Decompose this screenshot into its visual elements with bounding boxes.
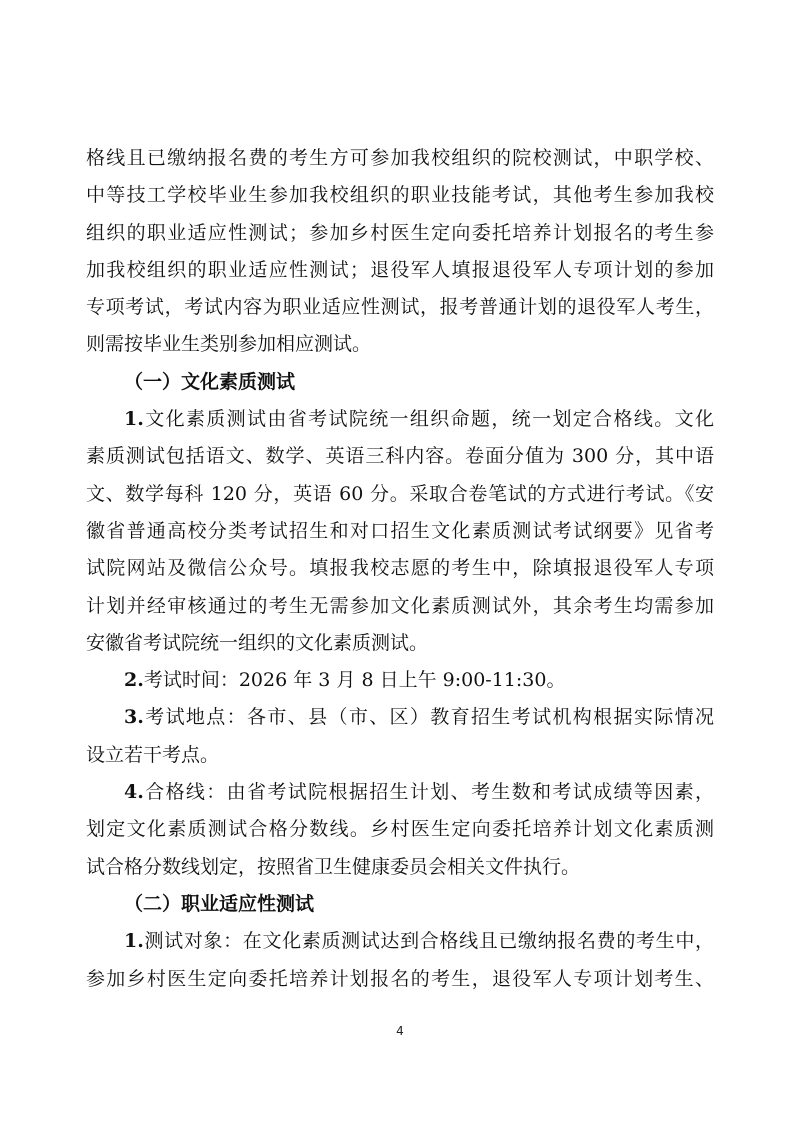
paragraph-1-line-6: 则需按毕业生类别参加相应测试。 (86, 333, 372, 356)
section-1-item-1-line-7: 安徽省考试院统一组织的文化素质测试。 (86, 631, 429, 654)
section-1-item-1-number: 1. (124, 408, 144, 431)
section-1-item-2-text: 考试时间：2026 年 3 月 8 日上午 9:00-11:30。 (143, 669, 566, 692)
paragraph-1-line-1: 格线且已缴纳报名费的考生方可参加我校组织的院校测试，中职学校、 (86, 147, 714, 169)
section-1-item-4-number: 4. (124, 781, 144, 804)
paragraph-1-line-5: 专项考试，考试内容为职业适应性测试，报考普通计划的退役军人考生， (86, 296, 714, 319)
paragraph-1-line-3: 组织的职业适应性测试；参加乡村医生定向委托培养计划报名的考生参 (86, 221, 714, 244)
section-2-item-1-line-1 (86, 923, 714, 960)
paragraph-1-line-4: 加我校组织的职业适应性测试；退役军人填报退役军人专项计划的参加 (86, 258, 714, 281)
section-1-item-1-line-6: 计划并经审核通过的考生无需参加文化素质测试外，其余考生均需参加 (86, 594, 714, 617)
section-1-item-4-line-3: 试合格分数线划定，按照省卫生健康委员会相关文件执行。 (86, 855, 581, 878)
section-1-item-1-text: 文化素质测试由省考试院统一组织命题，统一划定合格线。文化 (143, 408, 714, 431)
section-1-item-4-line-2: 划定文化素质测试合格分数线。乡村医生定向委托培养计划文化素质测 (86, 818, 714, 841)
section-1-item-4-text: 合格线：由省考试院根据招生计划、考生数和考试成绩等因素， (143, 781, 714, 804)
section-1-item-2-line-1 (86, 662, 714, 699)
section-1-item-1-line-1 (86, 401, 714, 438)
section-2-item-1-text: 测试对象：在文化素质测试达到合格线且已缴纳报名费的考生中， (143, 930, 714, 953)
section-1-item-1-line-5: 试院网站及微信公众号。填报我校志愿的考生中，除填报退役军人专项 (86, 557, 714, 580)
section-1-heading: （一）文化素质测试 (124, 370, 296, 393)
section-1-item-2-number: 2. (124, 669, 144, 692)
section-1-item-3-text: 考试地点：各市、县（市、区）教育招生考试机构根据实际情况 (143, 706, 714, 729)
section-1-item-1-line-2: 素质测试包括语文、数学、英语三科内容。卷面分值为 300 分，其中语 (86, 445, 714, 468)
page-number: 4 (396, 1024, 404, 1038)
section-2-heading: （二）职业适应性测试 (124, 892, 315, 915)
section-1-item-4-line-1 (86, 774, 714, 811)
section-2-item-1-number: 1. (124, 930, 144, 953)
section-1-item-3-number: 3. (124, 706, 144, 729)
section-1-item-3-line-2: 设立若干考点。 (86, 743, 220, 766)
section-1-item-1-line-4: 徽省普通高校分类考试招生和对口招生文化素质测试考试纲要》见省考 (86, 519, 714, 542)
section-1-item-1-line-3: 文、数学每科 120 分，英语 60 分。采取合卷笔试的方式进行考试。《安 (86, 482, 714, 505)
section-2-item-1-line-2: 参加乡村医生定向委托培养计划报名的考生，退役军人专项计划考生、 (86, 967, 714, 990)
section-1-item-3-line-1 (86, 699, 714, 736)
paragraph-1-line-2: 中等技工学校毕业生参加我校组织的职业技能考试，其他考生参加我校 (86, 184, 714, 207)
